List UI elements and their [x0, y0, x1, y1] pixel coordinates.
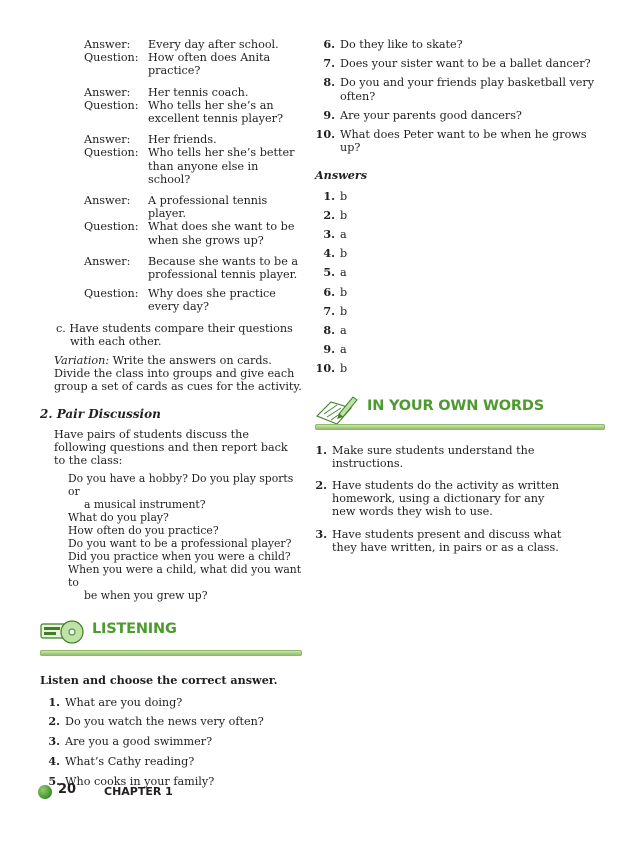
answer-item: 3. a: [323, 227, 347, 242]
qa-text: What does she want to be when she grows up?: [148, 220, 295, 247]
answer-item: 5. a: [323, 265, 347, 280]
discussion-questions: [68, 472, 302, 602]
discussion-question: What do you play?: [68, 511, 169, 525]
answer-item: 7. b: [323, 303, 348, 318]
list-item: 4. What’s Cathy reading?: [48, 753, 195, 768]
discussion-question: How often do you practice?: [68, 524, 219, 538]
answer-item: 10. b: [315, 361, 348, 376]
answer-item: 9. a: [323, 342, 347, 357]
list-item: 9. Are your parents good dancers?: [323, 107, 522, 122]
qa-text: Who tells her she’s better than anyone else in school?: [148, 146, 295, 186]
list-item: 5. Who cooks in your family?: [48, 773, 215, 788]
qa-label: Answer:: [84, 133, 131, 147]
qa-label: Question:: [84, 146, 139, 160]
list-item: 1. What are you doing?: [48, 694, 183, 709]
cd-player-icon: [40, 618, 84, 646]
discussion-question: a musical instrument?: [84, 498, 206, 512]
qa-label: Question:: [84, 287, 139, 301]
chapter-label: CHAPTER 1: [104, 785, 173, 798]
page-number: 20: [58, 782, 77, 797]
qa-label: Answer:: [84, 194, 131, 208]
variation-label: Variation:: [54, 354, 110, 368]
listening-list-right: [315, 38, 605, 154]
qa-label: Answer:: [84, 254, 131, 268]
list-item: 7. Does your sister want to be a ballet dancer?: [323, 56, 591, 71]
qa-text: Every day after school.: [148, 38, 279, 51]
variation-text: Write the answers on cards. Divide the class into groups and give each group a set of cards as cues for the activity.: [54, 354, 302, 394]
answer-item: 1. b: [323, 188, 348, 203]
discussion-question: Do you want to be a professional player?: [68, 537, 292, 551]
list-item: 10. What does Peter want to be when he grows up?: [315, 127, 587, 155]
own-words-item: 3. Have students present and discuss what they have written, in pairs or as a class.: [315, 526, 562, 554]
step-c: c. Have students compare their questions with each other.: [56, 321, 293, 348]
qa-label: Question:: [84, 51, 139, 65]
own-words-item: 2. Have students do the activity as written homework, using a dictionary for any new words they wish to use.: [315, 478, 560, 519]
qa-label: Answer:: [84, 85, 131, 99]
qa-text: A professional tennis player.: [148, 194, 268, 221]
qa-text: Her tennis coach.: [148, 85, 249, 99]
list-item: 8. Do you and your friends play basketball very often?: [323, 75, 595, 103]
listening-list-left: [40, 696, 302, 788]
answer-item: 8. a: [323, 323, 347, 338]
qa-text: Why does she practice every day?: [148, 287, 276, 314]
qa-list: [84, 38, 302, 314]
right-column: [315, 38, 605, 554]
variation-note: [54, 354, 302, 394]
qa-label: Question:: [84, 220, 139, 234]
answer-item: 6. b: [323, 284, 348, 299]
list-item: 3. Are you a good swimmer?: [48, 734, 213, 749]
listening-title: LISTENING: [92, 621, 177, 638]
listening-banner: [40, 618, 302, 660]
own-words-item: 1. Make sure students understand the instructions.: [315, 442, 535, 470]
answers-title: Answers: [315, 168, 368, 183]
own-words-list: [315, 444, 605, 554]
list-item: 2. Do you watch the news very often?: [48, 714, 264, 729]
qa-text: Her friends.: [148, 133, 217, 147]
discussion-question: be when you grew up?: [84, 589, 208, 603]
answer-item: 4. b: [323, 246, 348, 261]
own-words-banner: [315, 398, 605, 442]
qa-text: How often does Anita practice?: [148, 51, 271, 78]
answers-list: [315, 190, 605, 376]
qa-label: Question:: [84, 98, 139, 112]
discussion-question: Do you have a hobby? Do you play sports or: [68, 472, 294, 499]
pencil-writing-icon: [315, 394, 359, 428]
listening-instruction: Listen and choose the correct answer.: [40, 673, 278, 688]
qa-text: Because she wants to be a professional tennis player.: [148, 254, 299, 282]
discussion-question: When you were a child, what did you want to: [68, 563, 302, 590]
pair-discussion-title: 2. Pair Discussion: [40, 406, 161, 421]
qa-label: Answer:: [84, 38, 131, 51]
discussion-question: Did you practice when you were a child?: [68, 550, 291, 564]
listening-rule: [40, 650, 302, 656]
qa-text: Who tells her she’s an excellent tennis player?: [148, 98, 283, 126]
own-words-title: IN YOUR OWN WORDS: [367, 397, 544, 414]
page-marker-dot: [38, 785, 52, 799]
list-item: 6. Do they like to skate?: [323, 37, 463, 51]
own-words-rule: [315, 424, 605, 430]
pair-discussion-intro: Have pairs of students discuss the following questions and then report back to the class:: [54, 427, 288, 468]
left-column: [40, 38, 302, 788]
answer-item: 2. b: [323, 207, 348, 222]
